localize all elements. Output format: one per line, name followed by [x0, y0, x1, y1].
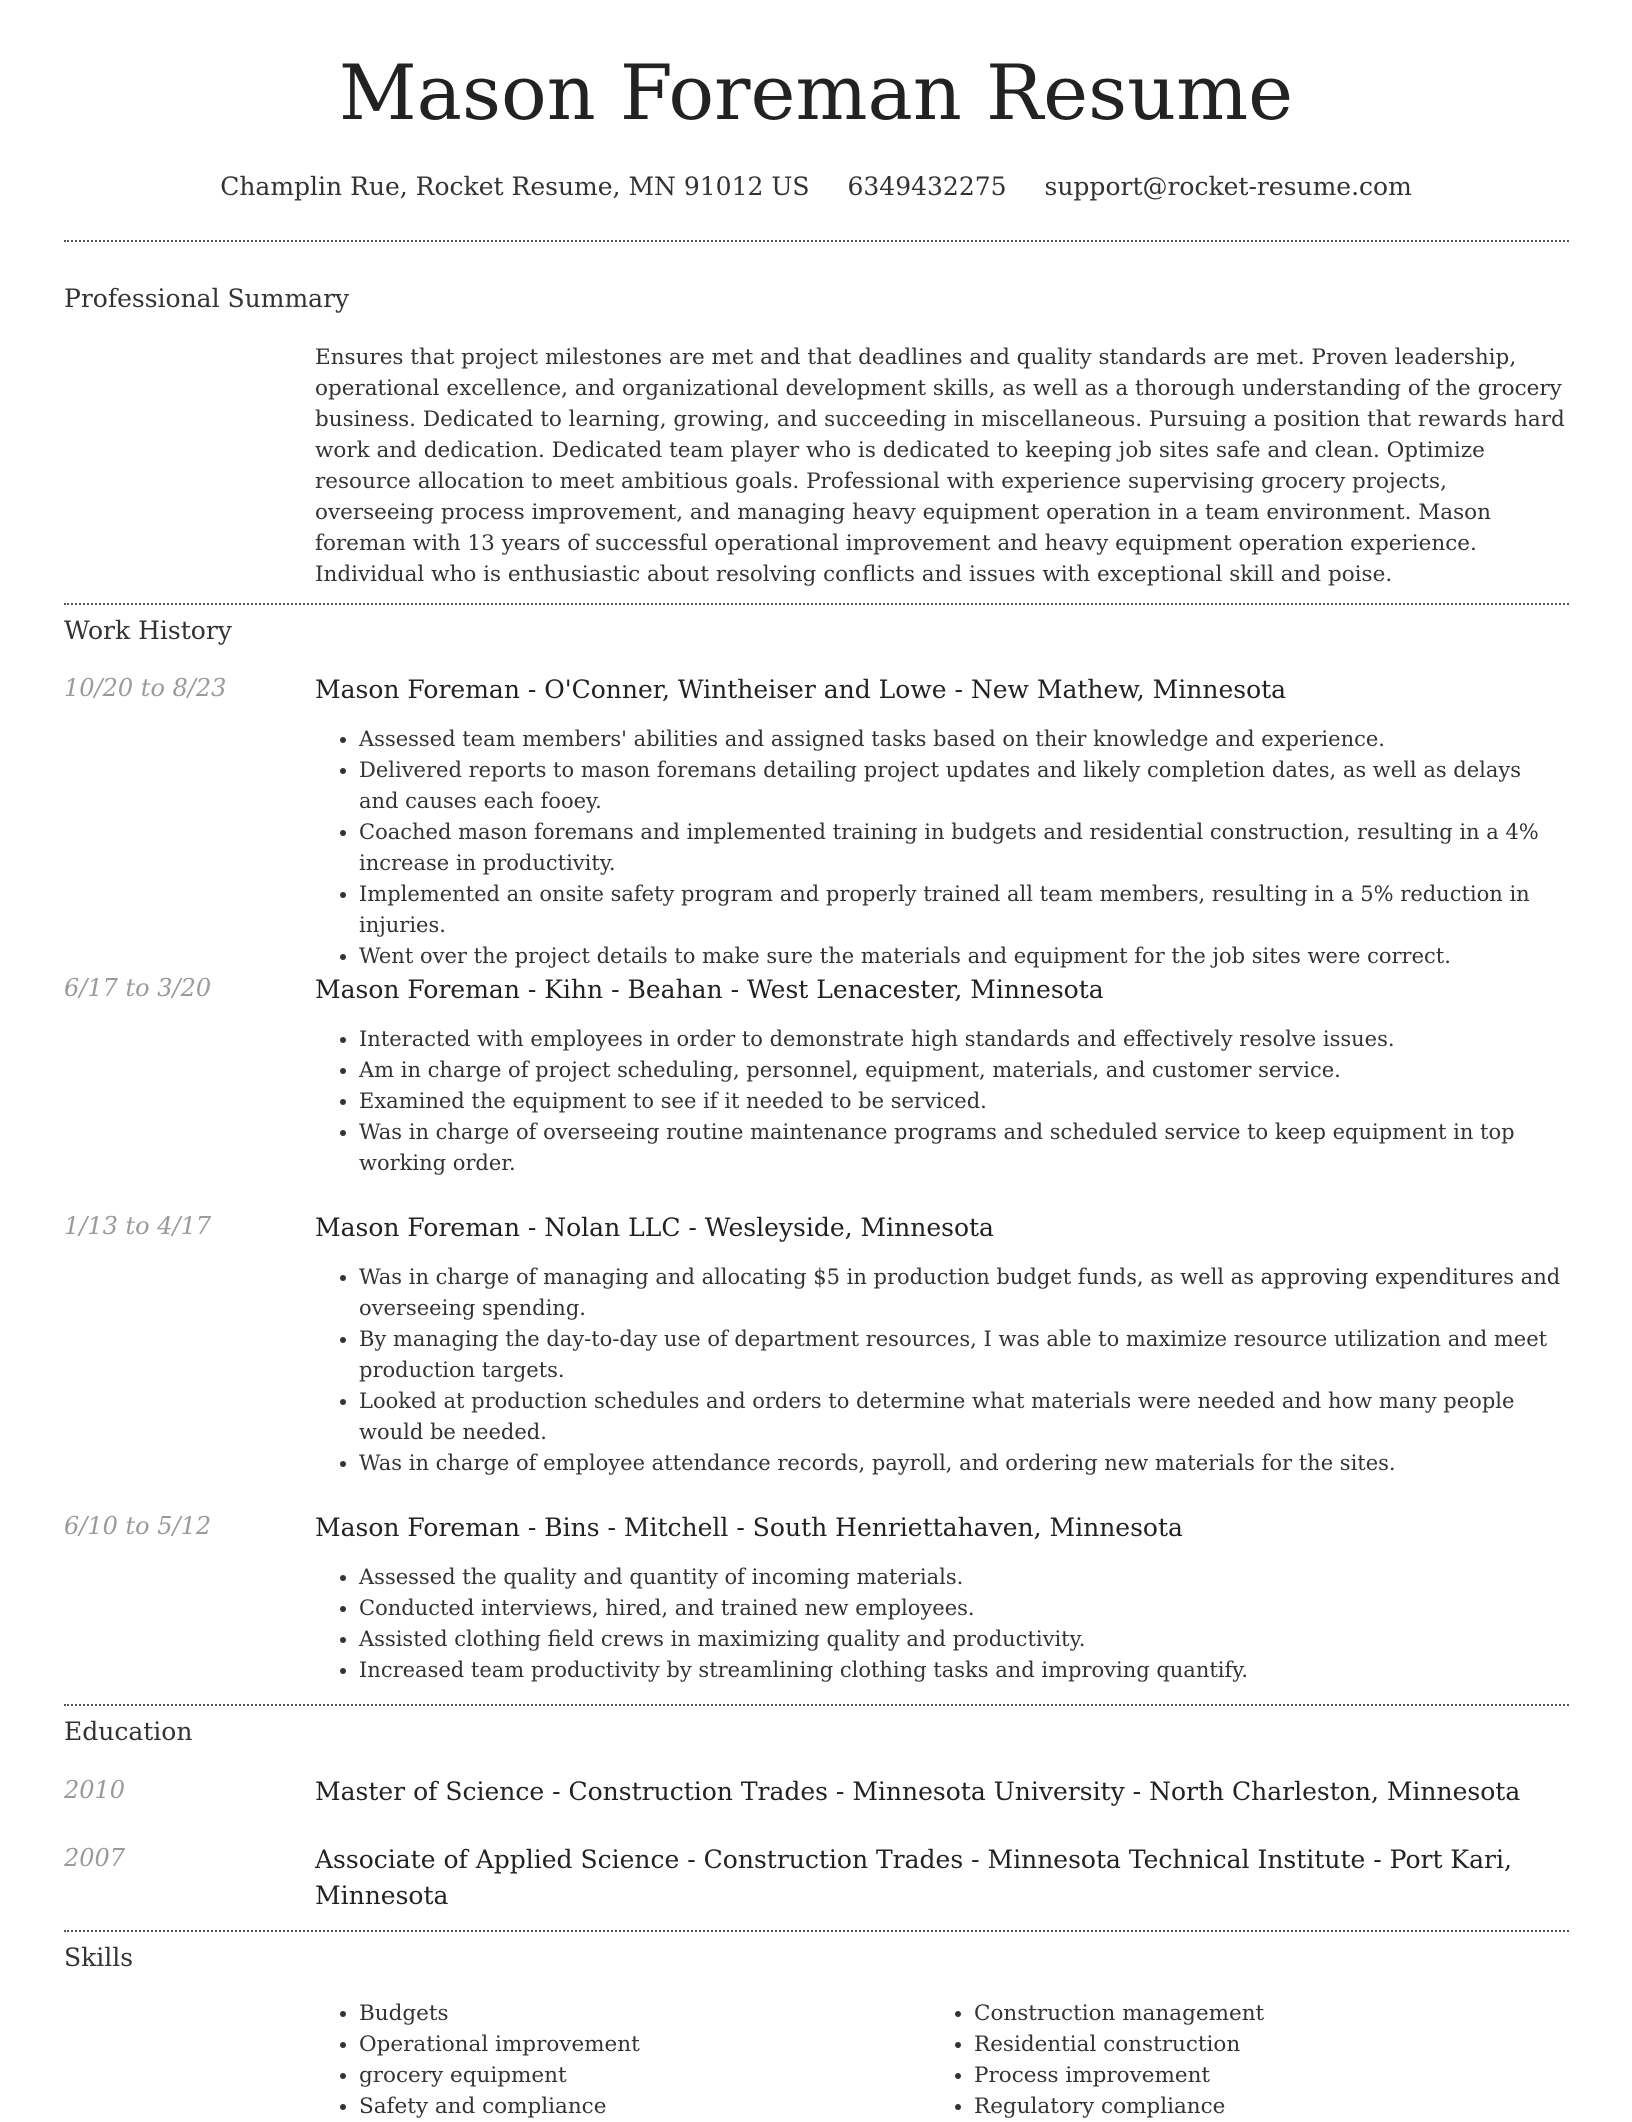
job-bullets	[315, 724, 1565, 972]
skills-heading: Skills	[64, 1943, 134, 1972]
summary-heading: Professional Summary	[64, 284, 350, 313]
education-year: 2007	[64, 1844, 126, 1872]
job-bullet: • Assisted clothing field crews in maximizing quality and productivity.	[359, 1624, 1565, 1655]
job-bullet: • Assessed the quality and quantity of incoming materials.	[359, 1562, 1565, 1593]
skills-list-right	[930, 1998, 1490, 2122]
job-bullets	[315, 1562, 1565, 1686]
job-dates: 1/13 to 4/17	[64, 1212, 212, 1240]
contact-address: Champlin Rue, Rocket Resume, MN 91012 US	[220, 172, 810, 201]
education-year: 2010	[64, 1776, 126, 1804]
work-history-heading: Work History	[64, 616, 232, 645]
skill-item: • Budgets	[359, 1998, 875, 2029]
divider	[64, 603, 1569, 605]
job-bullet: • Coached mason foremans and implemented training in budgets and residential construction, resulting in a 4% increase in productivity.	[359, 817, 1565, 879]
skill-item: • Operational improvement	[359, 2029, 875, 2060]
skill-item: • Process improvement	[974, 2060, 1490, 2091]
job-bullet: • Examined the equipment to see if it needed to be serviced.	[359, 1086, 1565, 1117]
job-title: Mason Foreman - Bins - Mitchell - South Henriettahaven, Minnesota	[315, 1513, 1183, 1542]
job-bullet: • Delivered reports to mason foremans detailing project updates and likely completion dates, as well as delays and causes each fooey.	[359, 755, 1565, 817]
job-bullet: • Was in charge of employee attendance records, payroll, and ordering new materials for the sites.	[359, 1448, 1565, 1479]
job-bullet: • Increased team productivity by streamlining clothing tasks and improving quantify.	[359, 1655, 1565, 1686]
skills-list-left	[315, 1998, 875, 2122]
job-title: Mason Foreman - Nolan LLC - Wesleyside, Minnesota	[315, 1213, 994, 1242]
job-dates: 6/17 to 3/20	[64, 974, 212, 1002]
divider	[64, 240, 1569, 242]
resume-name: Mason Foreman Resume	[338, 48, 1294, 137]
job-dates: 6/10 to 5/12	[64, 1512, 212, 1540]
divider	[64, 1930, 1569, 1932]
job-bullet: • By managing the day-to-day use of department resources, I was able to maximize resource utilization and meet production targets.	[359, 1324, 1565, 1386]
job-bullet: • Was in charge of managing and allocating $5 in production budget funds, as well as approving expenditures and overseeing spending.	[359, 1262, 1565, 1324]
job-bullet: • Assessed team members' abilities and assigned tasks based on their knowledge and experience.	[359, 724, 1565, 755]
job-bullet: • Implemented an onsite safety program and properly trained all team members, resulting in a 5% reduction in injuries.	[359, 879, 1565, 941]
skill-item: • Regulatory compliance	[974, 2091, 1490, 2122]
job-bullet: • Am in charge of project scheduling, personnel, equipment, materials, and customer service.	[359, 1055, 1565, 1086]
job-dates: 10/20 to 8/23	[64, 674, 227, 702]
job-bullet: • Went over the project details to make sure the materials and equipment for the job sites were correct.	[359, 941, 1565, 972]
skill-item: • Construction management	[974, 1998, 1490, 2029]
summary-text: Ensures that project milestones are met and that deadlines and quality standards are met. Proven leadership, operational excellence, and organizational development skills, as well as a thorough understanding of the grocery business. Dedicated to learning, growing, and succeeding in miscellaneous. Pursuing a position that rewards hard work and dedication. Dedicated team player who is dedicated to keeping job sites safe and clean. Optimize resource allocation to meet ambitious goals. Professional with experience supervising grocery projects, overseeing process improvement, and managing heavy equipment operation in a team environment. Mason foreman with 13 years of successful operational improvement and heavy equipment operation experience. Individual who is enthusiastic about resolving conflicts and issues with exceptional skill and poise.	[315, 345, 1565, 587]
contact-phone: 6349432275	[847, 172, 1007, 201]
skill-item: • Safety and compliance	[359, 2091, 875, 2122]
job-title: Mason Foreman - Kihn - Beahan - West Lenacester, Minnesota	[315, 975, 1104, 1004]
job-title: Mason Foreman - O'Conner, Wintheiser and Lowe - New Mathew, Minnesota	[315, 675, 1287, 704]
job-bullet: • Was in charge of overseeing routine maintenance programs and scheduled service to keep equipment in top working order.	[359, 1117, 1565, 1179]
skill-item: • Residential construction	[974, 2029, 1490, 2060]
job-bullet: • Looked at production schedules and orders to determine what materials were needed and how many people would be needed.	[359, 1386, 1565, 1448]
divider	[64, 1704, 1569, 1706]
contact-email: support@rocket-resume.com	[1044, 172, 1412, 201]
education-degree: Associate of Applied Science - Construction Trades - Minnesota Technical Institute - Port Kari, Minnesota	[315, 1845, 1512, 1910]
job-bullets	[315, 1262, 1565, 1479]
job-bullet: • Interacted with employees in order to demonstrate high standards and effectively resolve issues.	[359, 1024, 1565, 1055]
job-bullets	[315, 1024, 1565, 1179]
education-degree: Master of Science - Construction Trades - Minnesota University - North Charleston, Minnesota	[315, 1777, 1521, 1806]
job-bullet: • Conducted interviews, hired, and trained new employees.	[359, 1593, 1565, 1624]
skill-item: • grocery equipment	[359, 2060, 875, 2091]
contact-line	[0, 172, 1632, 201]
education-heading: Education	[64, 1717, 193, 1746]
